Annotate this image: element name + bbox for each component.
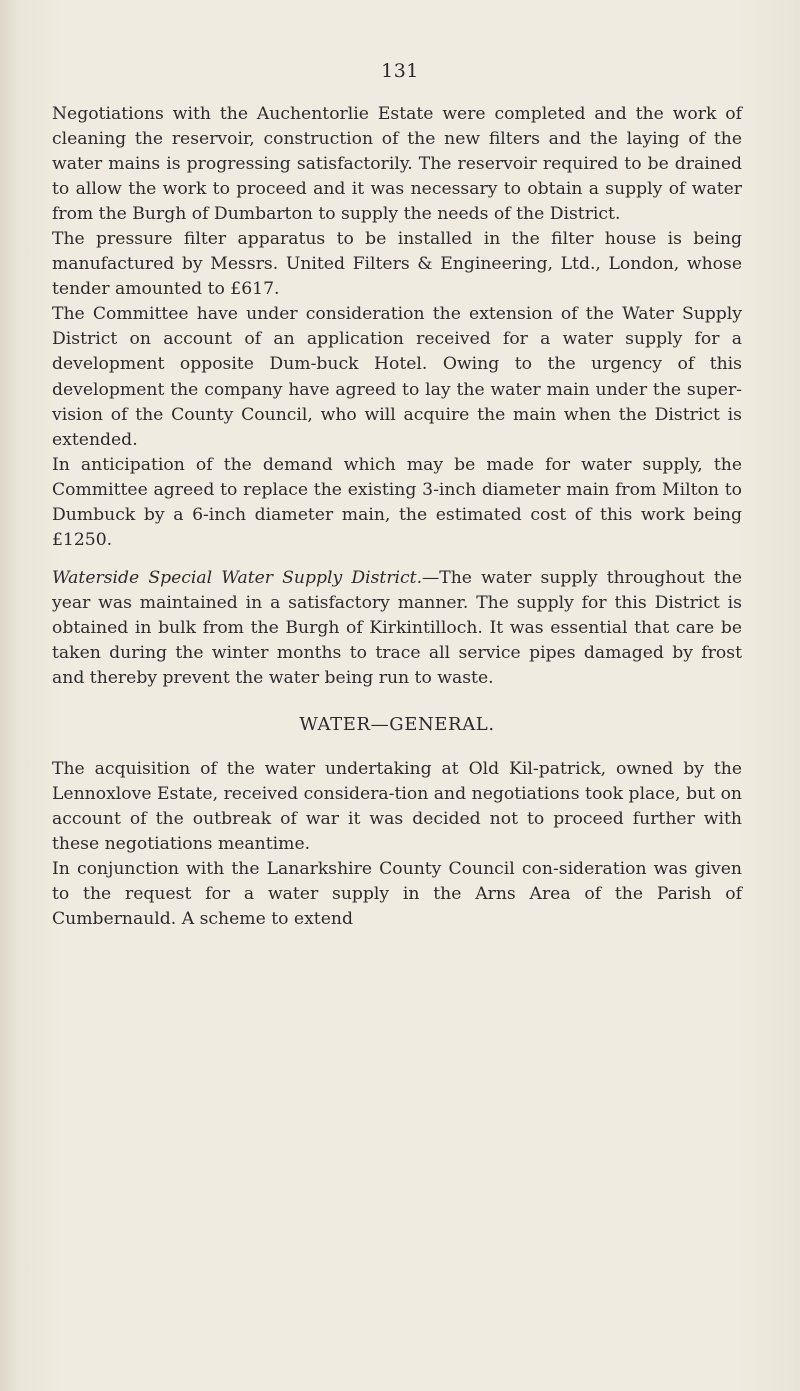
paragraph-auchentorlie: Negotiations with the Auchentorlie Estate were completed and the work of cleaning the reservoir, construction of the new filters and the laying of the water mains is progressing satisfactorily. The reservoir required to be drained to allow the work to proceed and it was necessary to obtain a supply of water from the Burgh of Dumbarton to supply the needs of the District. [52, 104, 742, 225]
page-number: 131 [381, 60, 419, 82]
section-heading-water-general: WATER—GENERAL. [299, 714, 495, 736]
paragraph-cumbernauld: In conjunction with the Lanarkshire County Council con-sideration was given to the request for a water supply in the Arns Area of the Parish of Cumbernauld. A scheme to extend [52, 859, 742, 930]
paragraph-old-kilpatrick: The acquisition of the water undertaking at Old Kil-patrick, owned by the Lennoxlove Estate, received considera-tion and negotiations took place, but on account of the outbreak of war it was decided not to proceed further with these negotiations meantime. [52, 759, 742, 855]
paragraph-waterside [52, 566, 742, 691]
waterside-body: —The water supply throughout the year was maintained in a satisfactory manner. The supply for this District is obtained in bulk from the Burgh of Kirkintilloch. It was essential that care be taken during the winter months to trace all service pipes damaged by frost and thereby prevent the water being run to waste. [52, 567, 742, 689]
body-text [52, 102, 742, 932]
paragraph-pressure-filter: The pressure filter apparatus to be installed in the filter house is being manufactured by Messrs. United Filters & Engineering, Ltd., London, whose tender amounted to £617. [52, 229, 742, 300]
waterside-subheading: Waterside Special Water Supply District. [52, 567, 423, 588]
paragraph-main-replacement: In anticipation of the demand which may be made for water supply, the Committee agreed to replace the existing 3-inch diameter main from Milton to Dumbuck by a 6-inch diameter main, the estimated cost of this work being £1250. [52, 454, 742, 550]
paragraph-supply-extension: The Committee have under consideration the extension of the Water Supply District on account of an application received for a water supply for a development opposite Dum-buck Hotel. Owing to the urgency of this development the company have agreed to lay the water main under the super-vision of the County Council, who will acquire the main when the District is extended. [52, 304, 742, 450]
